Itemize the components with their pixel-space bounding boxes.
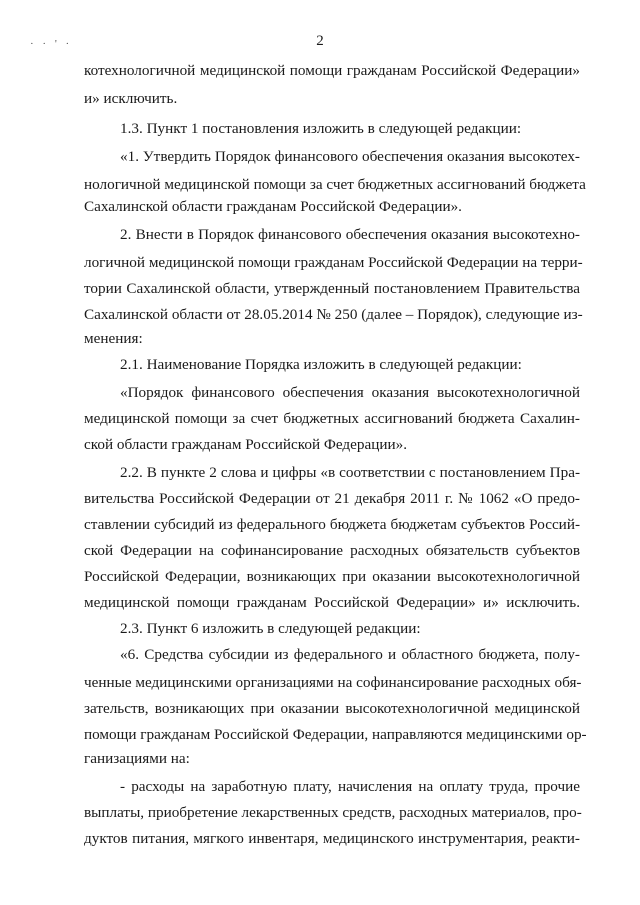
text-line: Сахалинской области гражданам Российской Федерации».: [84, 198, 462, 215]
page-number: 2: [316, 33, 324, 49]
text-line: выплаты, приобретение лекарственных средств, расходных материалов, про-: [84, 804, 582, 821]
text-line: - расходы на заработную плату, начисления на оплату труда, прочие: [120, 778, 580, 795]
text-line: «Порядок финансового обеспечения оказания высокотехнологичной: [120, 384, 580, 401]
text-line: зательств, возникающих при оказании высокотехнологичной медицинской: [84, 700, 580, 717]
scan-corner-marks: · · ' ·: [30, 38, 73, 50]
text-line: 2.2. В пункте 2 слова и цифры «в соответствии с постановлением Пра-: [120, 464, 580, 481]
text-line: нологичной медицинской помощи за счет бюджетных ассигнований бюджета: [84, 176, 586, 193]
text-line: медицинской помощи за счет бюджетных ассигнований бюджета Сахалин-: [84, 410, 580, 427]
text-line: ставлении субсидий из федерального бюджета бюджетам субъектов Россий-: [84, 516, 580, 533]
text-line: ской области гражданам Российской Федерации».: [84, 436, 407, 453]
text-line: 2.3. Пункт 6 изложить в следующей редакции:: [120, 620, 421, 637]
text-line: 2.1. Наименование Порядка изложить в следующей редакции:: [120, 356, 522, 373]
text-line: медицинской помощи гражданам Российской Федерации» и» исключить.: [84, 594, 580, 611]
text-line: ганизациями на:: [84, 750, 190, 767]
text-line: 1.3. Пункт 1 постановления изложить в следующей редакции:: [120, 120, 522, 137]
text-line: логичной медицинской помощи гражданам Российской Федерации на терри-: [84, 254, 583, 271]
text-line: менения:: [84, 330, 143, 347]
text-line: 2. Внести в Порядок финансового обеспечения оказания высокотехно-: [120, 226, 580, 243]
text-line: Российской Федерации, возникающих при оказании высокотехнологичной: [84, 568, 580, 585]
text-line: ской Федерации на софинансирование расходных обязательств субъектов: [84, 542, 580, 559]
text-line: вительства Российской Федерации от 21 декабря 2011 г. № 1062 «О предо-: [84, 490, 580, 507]
text-line: помощи гражданам Российской Федерации, направляются медицинскими ор-: [84, 726, 587, 743]
text-line: Сахалинской области от 28.05.2014 № 250 (далее – Порядок), следующие из-: [84, 306, 583, 323]
text-line: тории Сахалинской области, утвержденный постановлением Правительства: [84, 280, 580, 297]
text-line: ченные медицинскими организациями на софинансирование расходных обя-: [84, 674, 582, 691]
text-line: «6. Средства субсидии из федерального и областного бюджета, полу-: [120, 646, 580, 663]
text-line: котехнологичной медицинской помощи гражданам Российской Федерации»: [84, 62, 580, 79]
text-line: «1. Утвердить Порядок финансового обеспечения оказания высокотех-: [120, 148, 580, 165]
text-line: дуктов питания, мягкого инвентаря, медицинского инструментария, реакти-: [84, 830, 580, 847]
text-line: и» исключить.: [84, 90, 178, 107]
